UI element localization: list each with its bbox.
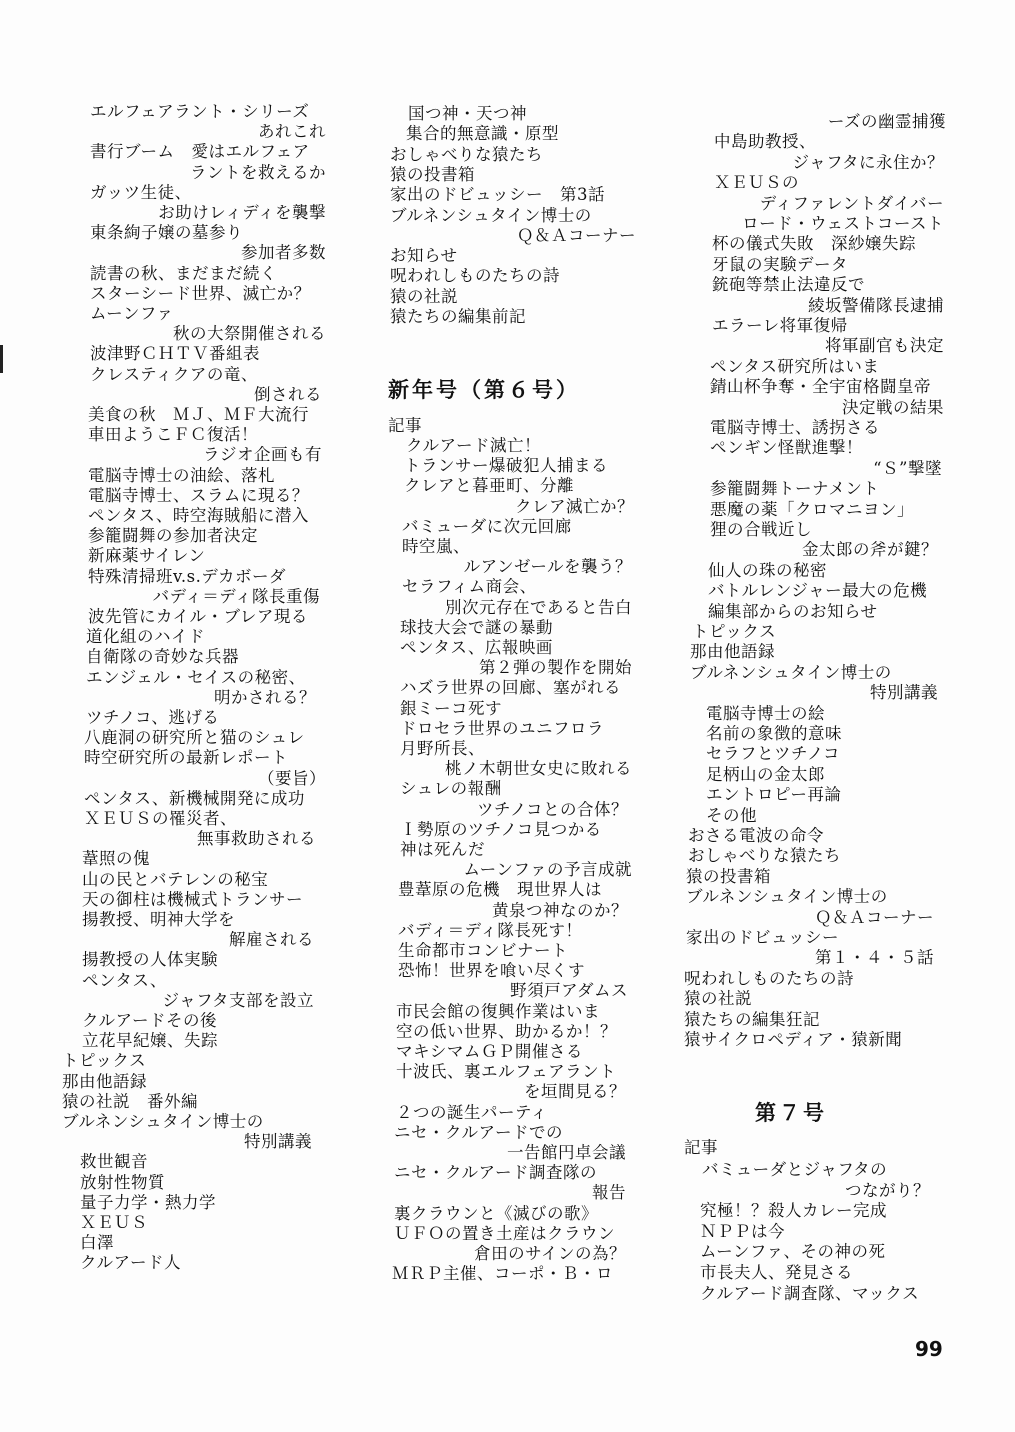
toc-entry: クルアード人: [80, 1253, 182, 1273]
toc-entry: 生命都市コンビナート: [398, 941, 568, 960]
toc-entry: 足柄山の金太郎: [706, 764, 825, 784]
toc-entry: ペンタス、時空海賊船に潜入: [88, 506, 309, 525]
toc-entry: 月野所長、: [400, 739, 485, 758]
toc-entry: マキシマムＧＰ開催さる: [396, 1042, 583, 1061]
toc-entry: ペンタス、広報映画: [400, 638, 553, 657]
toc-entry: おさる電波の命令: [688, 826, 824, 845]
toc-entry: 猿の社説: [684, 989, 752, 1009]
toc-entry: その他: [706, 805, 757, 825]
toc-entry: 立花早紀嬢、失踪: [82, 1031, 218, 1051]
toc-entry: ムーンファ、その神の死: [700, 1242, 886, 1262]
toc-entry: 恐怖！世界を喰い尽くす: [398, 961, 585, 981]
toc-entry: 桃ノ木朝世女史に敗れる: [445, 759, 632, 779]
toc-entry: 救世観音: [80, 1152, 148, 1172]
toc-entry: 電脳寺博士の絵: [706, 703, 825, 723]
toc-entry: 市民会館の復興作業はいま: [396, 1001, 600, 1021]
toc-entry: 猿サイクロペディア・猿新聞: [684, 1030, 903, 1049]
toc-entry: ハズラ世界の回廊、塞がれる: [400, 678, 621, 698]
toc-entry: ２つの誕生パーティ: [396, 1102, 548, 1122]
toc-entry: つながり？: [845, 1180, 930, 1200]
toc-entry: セラフとツチノコ: [706, 744, 841, 764]
toc-entry: 家出のドビュッシー 第3話: [390, 185, 605, 205]
toc-entry: 裏クラウンと《滅びの歌》: [394, 1203, 598, 1223]
toc-entry: ＮＰＰは今: [700, 1221, 785, 1241]
toc-entry: エンジェル・セイスの秘密、: [86, 667, 306, 687]
toc-entry: 呪われしものたちの詩: [390, 266, 560, 286]
toc-entry: 悪魔の薬「クロマニヨン」: [710, 499, 914, 519]
toc-entry: クルアードその後: [82, 1011, 218, 1030]
toc-entry: ＸＥＵＳの: [714, 173, 799, 193]
toc-entry: ロード・ウェストコースト: [742, 214, 944, 233]
toc-entry: 豊葦原の危機 現世界人は: [398, 880, 602, 900]
toc-entry: ジャフタに永住か？: [792, 152, 944, 172]
toc-entry: トピックス: [692, 622, 777, 641]
toc-entry: 一告館円卓会議: [507, 1143, 626, 1162]
section-label-articles: 記事: [388, 416, 422, 435]
toc-entry: 揚教授、明神大学を: [82, 910, 235, 929]
toc-entry: ガッツ生徒、: [90, 182, 192, 202]
toc-entry: ムーンファ: [90, 304, 174, 323]
toc-entry: 家出のドビュッシー: [686, 928, 839, 947]
toc-entry: 仙人の珠の秘密: [708, 560, 827, 580]
toc-entry: お助けレィディを襲撃: [158, 203, 326, 222]
toc-entry: 国つ神・天つ神: [408, 104, 527, 123]
toc-entry: 電脳寺博士の油絵、落札: [88, 465, 275, 485]
toc-entry: 綾坂警備隊長逮捕: [808, 295, 944, 315]
toc-entry: 猿たちの編集狂記: [684, 1009, 820, 1029]
toc-entry: 編集部からのお知らせ: [708, 601, 878, 621]
toc-entry: 猿の投書箱: [390, 164, 475, 184]
toc-entry: クルアード滅亡！: [406, 436, 542, 455]
toc-entry: 市長夫人、発見さる: [700, 1263, 853, 1282]
toc-entry: 黄泉つ神なのか？: [492, 900, 628, 920]
toc-entry: 猿の社説 番外編: [62, 1091, 198, 1111]
toc-entry: 倉田のサインの為？: [474, 1244, 626, 1263]
toc-entry: 参籠闘舞トーナメント: [710, 479, 880, 499]
toc-entry: “Ｓ”撃墜: [873, 458, 942, 478]
toc-entry: 明かされる？: [214, 687, 316, 707]
toc-entry: ＵＦＯの置き土産はクラウン: [394, 1223, 615, 1243]
toc-entry: ジャフタ支部を設立: [162, 990, 314, 1010]
toc-entry: ブルネンシュタイン博士の: [62, 1112, 264, 1131]
toc-entry: 秋の大祭開催される: [173, 324, 326, 344]
toc-entry: 決定戦の結果: [842, 397, 944, 417]
toc-entry: あれこれ: [258, 122, 326, 142]
toc-entry: 杯の儀式失敗 深紗嬢失踪: [712, 234, 916, 254]
page-number: 99: [915, 1337, 943, 1361]
toc-entry: ルアンゼールを襲う？: [463, 557, 632, 577]
toc-entry: 解雇される: [229, 930, 314, 950]
toc-entry: ペンタス研究所はいま: [710, 356, 880, 376]
issue-heading-7: 第７号: [755, 1101, 827, 1125]
toc-entry: 野須戸アダムス: [510, 981, 628, 1001]
toc-entry: セラフィム商会、: [402, 577, 537, 597]
toc-entry: Ｑ＆Ａコーナー: [815, 907, 934, 927]
toc-entry: 天の御柱は機械式トランサー: [82, 889, 303, 909]
toc-entry: 白澤: [80, 1233, 114, 1253]
toc-entry: を垣間見る？: [524, 1082, 626, 1102]
toc-entry: 猿の社説: [390, 286, 458, 306]
toc-entry: ニセ・クルアードでの: [394, 1122, 564, 1142]
toc-entry: ブルネンシュタイン博士の: [690, 662, 892, 682]
toc-entry: 自衛隊の奇妙な兵器: [86, 647, 239, 667]
toc-entry: 車田ようこＦＣ復活！: [88, 425, 258, 445]
toc-entry: 葦照の傀: [82, 849, 150, 869]
toc-entry: 放射性物質: [80, 1172, 165, 1192]
toc-entry: 空の低い世界、助かるか！？: [396, 1021, 617, 1041]
toc-entry: おしゃべりな猿たち: [688, 846, 841, 866]
toc-entry: 球技大会で謎の暴動: [400, 617, 553, 637]
toc-entry: ブルネンシュタイン博士の: [686, 887, 888, 907]
toc-entry: 金太郎の斧が鍵？: [802, 540, 938, 560]
toc-entry: エントロピー再論: [706, 785, 842, 805]
toc-entry: 狸の合戦近し: [710, 520, 812, 539]
toc-entry: 東条絢子嬢の墓参り: [90, 223, 243, 243]
toc-entry: 第１・４・５話: [815, 948, 934, 968]
toc-entry: ペンタス、: [82, 970, 167, 990]
toc-entry: トピックス: [62, 1051, 147, 1071]
toc-entry: ブルネンシュタイン博士の: [390, 205, 592, 225]
toc-entry: ムーンファの予言成就: [463, 860, 632, 880]
toc-entry: 神は死んだ: [400, 840, 485, 859]
toc-entry: 参加者多数: [241, 243, 326, 263]
toc-entry: 道化組のハイド: [86, 627, 205, 647]
toc-entry: ラジオ企画も有: [203, 445, 322, 465]
toc-entry: ペンギン怪獣進撃！: [710, 438, 863, 458]
toc-entry: 別次元存在であると告白: [445, 597, 632, 617]
toc-entry: 集合的無意識・原型: [406, 124, 559, 144]
toc-entry: トランサー爆破犯人捕まる: [404, 456, 608, 476]
toc-entry: 新麻薬サイレン: [88, 546, 206, 566]
toc-entry: スターシード世界、滅亡か？: [90, 283, 311, 303]
toc-entry: 十波氏、裏エルフェアラント: [396, 1062, 617, 1082]
toc-entry: 電脳寺博士、誘拐さる: [710, 418, 880, 437]
toc-entry: 特殊清掃班v.s.デカボーダ: [88, 566, 286, 586]
toc-entry: エルフェアラント・シリーズ: [90, 102, 310, 121]
toc-entry: ドロセラ世界のユニフロラ: [400, 718, 604, 738]
toc-entry: シュレの報酬: [400, 779, 502, 799]
toc-entry: バディ＝ディ隊長重傷: [152, 586, 320, 606]
toc-entry: 特別講義: [870, 683, 938, 703]
toc-entry: クレスティクアの竜、: [90, 364, 258, 384]
toc-entry: 揚教授の人体実験: [82, 950, 218, 970]
toc-entry: ーズの幽霊捕獲: [827, 112, 946, 131]
toc-entry: ラントを救えるか: [190, 162, 326, 182]
toc-entry: 美食の秋 ＭＪ、ＭＦ大流行: [88, 405, 309, 424]
toc-entry: 時空研究所の最新レポート: [84, 748, 288, 768]
toc-entry: ツチノコとの合体？: [476, 799, 628, 819]
toc-entry: 電脳寺博士、スラムに現る？: [88, 485, 309, 505]
toc-entry: ツチノコ、逃げる: [86, 708, 220, 727]
toc-entry: 究極！？殺人カレー完成: [700, 1201, 887, 1221]
toc-entry: 参籠闘舞の参加者決定: [88, 526, 258, 546]
toc-entry: バミューダに次元回廊: [402, 516, 572, 536]
toc-entry: 銃砲等禁止法違反で: [712, 275, 865, 295]
toc-entry: 牙鼠の実験データ: [712, 254, 848, 274]
toc-entry: 読書の秋、まだまだ続く: [90, 263, 277, 283]
toc-entry: ＭＲＰ主催、コーポ・Ｂ・ロ: [392, 1264, 613, 1284]
toc-entry: バトルレンジャー最大の危機: [708, 581, 928, 601]
toc-entry: 中島助教授、: [714, 132, 816, 152]
toc-entry: （要旨）: [258, 768, 326, 788]
toc-entry: 第２弾の製作を開始: [479, 658, 632, 678]
toc-entry: 猿の投書箱: [686, 866, 771, 886]
toc-entry: 那由他語録: [62, 1071, 147, 1091]
toc-entry: 名前の象徴的意味: [706, 724, 842, 743]
toc-entry: 倒される: [254, 384, 322, 404]
toc-entry: 山の民とバテレンの秘宝: [82, 869, 269, 889]
toc-entry: Ｑ＆Ａコーナー: [517, 225, 636, 245]
toc-entry: 時空嵐、: [402, 537, 470, 556]
toc-entry: おしゃべりな猿たち: [390, 144, 543, 164]
toc-entry: 量子力学・熱力学: [80, 1192, 216, 1212]
toc-entry: バディ＝ディ隊長死す！: [398, 920, 583, 940]
toc-entry: ＸＥＵＳ: [80, 1213, 148, 1232]
toc-entry: 特別講義: [244, 1132, 312, 1152]
toc-entry: 呪われしものたちの詩: [684, 968, 854, 988]
toc-entry: エラーレ将軍復帰: [712, 316, 848, 335]
toc-entry: 那由他語録: [690, 642, 775, 662]
toc-entry: ニセ・クルアード調査隊の: [394, 1163, 598, 1183]
toc-entry: 将軍副官も決定: [825, 336, 944, 356]
issue-heading-new-year-6: 新年号（第６号）: [388, 378, 580, 402]
toc-entry: クレア滅亡か？: [515, 496, 634, 516]
toc-entry: クレアと暮亜町、分離: [404, 476, 574, 496]
toc-entry: Ｉ勢原のツチノコ見つかる: [400, 819, 602, 839]
scan-edge-mark: [0, 345, 3, 373]
toc-entry: ディファレントダイバー: [759, 193, 944, 213]
toc-entry: ＸＥＵＳの罹災者、: [84, 809, 237, 828]
toc-entry: 猿たちの編集前記: [390, 307, 526, 326]
toc-entry: 報告: [592, 1183, 626, 1203]
toc-entry: 銀ミーコ死す: [400, 698, 502, 718]
toc-entry: 八鹿洞の研究所と猫のシュレ: [84, 728, 305, 748]
toc-entry: お知らせ: [390, 246, 458, 266]
toc-entry: 波津野ＣＨＴＶ番組表: [90, 344, 260, 364]
toc-entry: 波先管にカイル・ブレア現る: [88, 607, 308, 626]
toc-entry: バミューダとジャフタの: [702, 1160, 888, 1179]
toc-entry: クルアード調査隊、マックス: [700, 1283, 920, 1303]
toc-entry: 書行ブーム 愛はエルフェア: [90, 142, 310, 162]
toc-entry: ペンタス、新機械開発に成功: [84, 788, 305, 808]
section-label-articles: 記事: [684, 1138, 718, 1157]
toc-entry: 無事救助される: [197, 829, 316, 849]
toc-entry: 錆山杯争奪・全宇宙格闘皇帝: [710, 377, 931, 397]
